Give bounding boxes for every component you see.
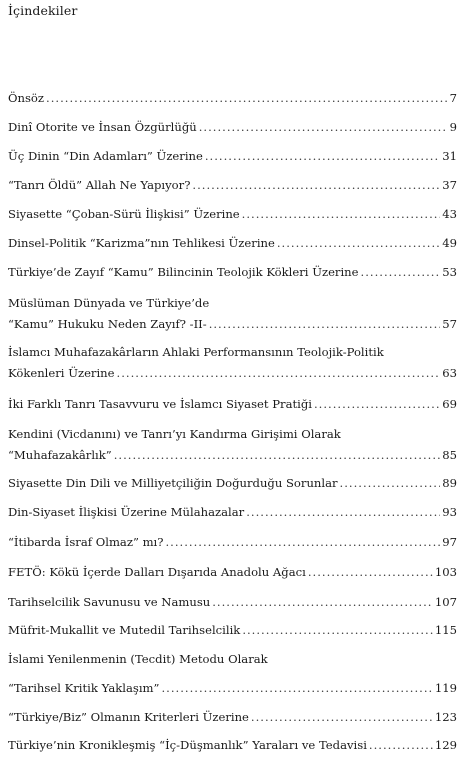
toc-entry-page: 85 xyxy=(442,448,457,462)
toc-entry-page: 107 xyxy=(434,595,457,609)
toc-entry xyxy=(8,532,457,553)
leader-dots xyxy=(166,532,441,553)
toc-entry-title: “Kamu” Hukuku Neden Zayıf? -II- xyxy=(8,317,207,331)
toc-entry-page: 57 xyxy=(442,317,457,331)
toc-entry-title-line1: Kendini (Vicdanını) ve Tanrı’yı Kandırma Girişimi Olarak xyxy=(8,427,341,441)
toc-entry-page: 7 xyxy=(449,91,457,105)
leader-dots xyxy=(251,707,433,728)
toc-entry-title: Tarihselcilik Savunusu ve Namusu xyxy=(8,595,211,609)
toc-entry-title: “Tanrı Öldü” Allah Ne Yapıyor? xyxy=(8,178,191,192)
toc-entry-title: Üç Dinin “Din Adamları” Üzerine xyxy=(8,149,203,163)
leader-dots xyxy=(114,445,441,466)
toc-entry xyxy=(8,394,457,415)
leader-dots xyxy=(246,502,440,523)
leader-dots xyxy=(209,314,441,335)
toc-entry-page: 53 xyxy=(442,265,457,279)
toc-entry xyxy=(8,707,457,728)
toc-entry-page: 123 xyxy=(434,710,457,724)
toc-entry-page: 97 xyxy=(442,535,457,549)
toc-entry xyxy=(8,204,457,225)
toc-entry xyxy=(8,342,457,384)
toc-entry xyxy=(8,735,457,756)
toc-entry-title: Din-Siyaset İlişkisi Üzerine Mülahazalar xyxy=(8,505,245,519)
leader-dots xyxy=(314,394,440,415)
leader-dots xyxy=(242,204,441,225)
toc-entry-page: 37 xyxy=(442,178,457,192)
toc-entry xyxy=(8,620,457,641)
toc-entry-page: 129 xyxy=(434,738,457,752)
toc-entry-title: Kökenleri Üzerine xyxy=(8,366,115,380)
toc-entry-title: Siyasette “Çoban-Sürü İlişkisi” Üzerine xyxy=(8,207,240,221)
toc-entry-page: 69 xyxy=(442,397,457,411)
leader-dots xyxy=(117,363,441,384)
toc-entry-title: Önsöz xyxy=(8,91,45,105)
page-title: İçindekiler xyxy=(8,3,78,18)
leader-dots xyxy=(308,562,433,583)
toc-entry xyxy=(8,88,457,109)
toc-entry xyxy=(8,175,457,196)
toc-entry-title-line1: Müslüman Dünyada ve Türkiye’de xyxy=(8,296,210,310)
leader-dots xyxy=(340,473,441,494)
leader-dots xyxy=(212,592,433,613)
toc-entry-title: Müfrit-Mukallit ve Mutedil Tarihselcilik xyxy=(8,623,241,637)
toc-entry-title: Dinsel-Politik “Karizma”nın Tehlikesi Üzerine xyxy=(8,236,275,250)
leader-dots xyxy=(205,146,440,167)
toc-entry-page: 119 xyxy=(434,681,457,695)
toc-entry xyxy=(8,262,457,283)
toc-entry-title-line1: İslamcı Muhafazakârların Ahlaki Performansının Teolojik-Politik xyxy=(8,345,384,359)
toc-entry xyxy=(8,293,457,335)
toc-entry-title: Türkiye’de Zayıf “Kamu” Bilincinin Teolojik Kökleri Üzerine xyxy=(8,265,359,279)
toc-entry-title: “Tarihsel Kritik Yaklaşım” xyxy=(8,681,160,695)
toc-entry-page: 31 xyxy=(442,149,457,163)
toc-entry xyxy=(8,562,457,583)
leader-dots xyxy=(361,262,441,283)
toc-entry-title: “İtibarda İsraf Olmaz” mı? xyxy=(8,535,164,549)
toc-entry-page: 103 xyxy=(434,565,457,579)
toc-entry-page: 63 xyxy=(442,366,457,380)
toc-entry-page: 9 xyxy=(449,120,457,134)
leader-dots xyxy=(46,88,448,109)
toc-entry xyxy=(8,473,457,494)
toc-entry-page: 89 xyxy=(442,476,457,490)
toc-entry-page: 49 xyxy=(442,236,457,250)
toc-entry xyxy=(8,233,457,254)
leader-dots xyxy=(369,735,433,756)
toc-entry xyxy=(8,592,457,613)
toc-entry xyxy=(8,649,457,699)
toc-entry-title: “Muhafazakârlık” xyxy=(8,448,112,462)
toc-entry-title: İki Farklı Tanrı Tasavvuru ve İslamcı Siyaset Pratiği xyxy=(8,397,312,411)
leader-dots xyxy=(199,117,448,138)
toc-entry-title-line1: İslami Yenilenmenin (Tecdit) Metodu Olarak xyxy=(8,652,268,666)
toc-entry-title: FETÖ: Kökü İçerde Dalları Dışarıda Anadolu Ağacı xyxy=(8,565,306,579)
toc-entry-page: 93 xyxy=(442,505,457,519)
toc-entry xyxy=(8,502,457,523)
toc-entry-title: Siyasette Din Dili ve Milliyetçiliğin Doğurduğu Sorunlar xyxy=(8,476,338,490)
toc-entry-title: Türkiye’nin Kronikleşmiş “İç-Düşmanlık” Yaraları ve Tedavisi xyxy=(8,738,367,752)
toc-entry-title: Dinî Otorite ve İnsan Özgürlüğü xyxy=(8,120,197,134)
leader-dots xyxy=(192,175,440,196)
leader-dots xyxy=(161,678,432,699)
toc-entry-page: 43 xyxy=(442,207,457,221)
leader-dots xyxy=(242,620,433,641)
toc-entry xyxy=(8,146,457,167)
toc-entry xyxy=(8,117,457,138)
toc-entry xyxy=(8,424,457,466)
leader-dots xyxy=(277,233,440,254)
toc-entry-title: “Türkiye/Biz” Olmanın Kriterleri Üzerine xyxy=(8,710,249,724)
toc-entry-page: 115 xyxy=(434,623,457,637)
